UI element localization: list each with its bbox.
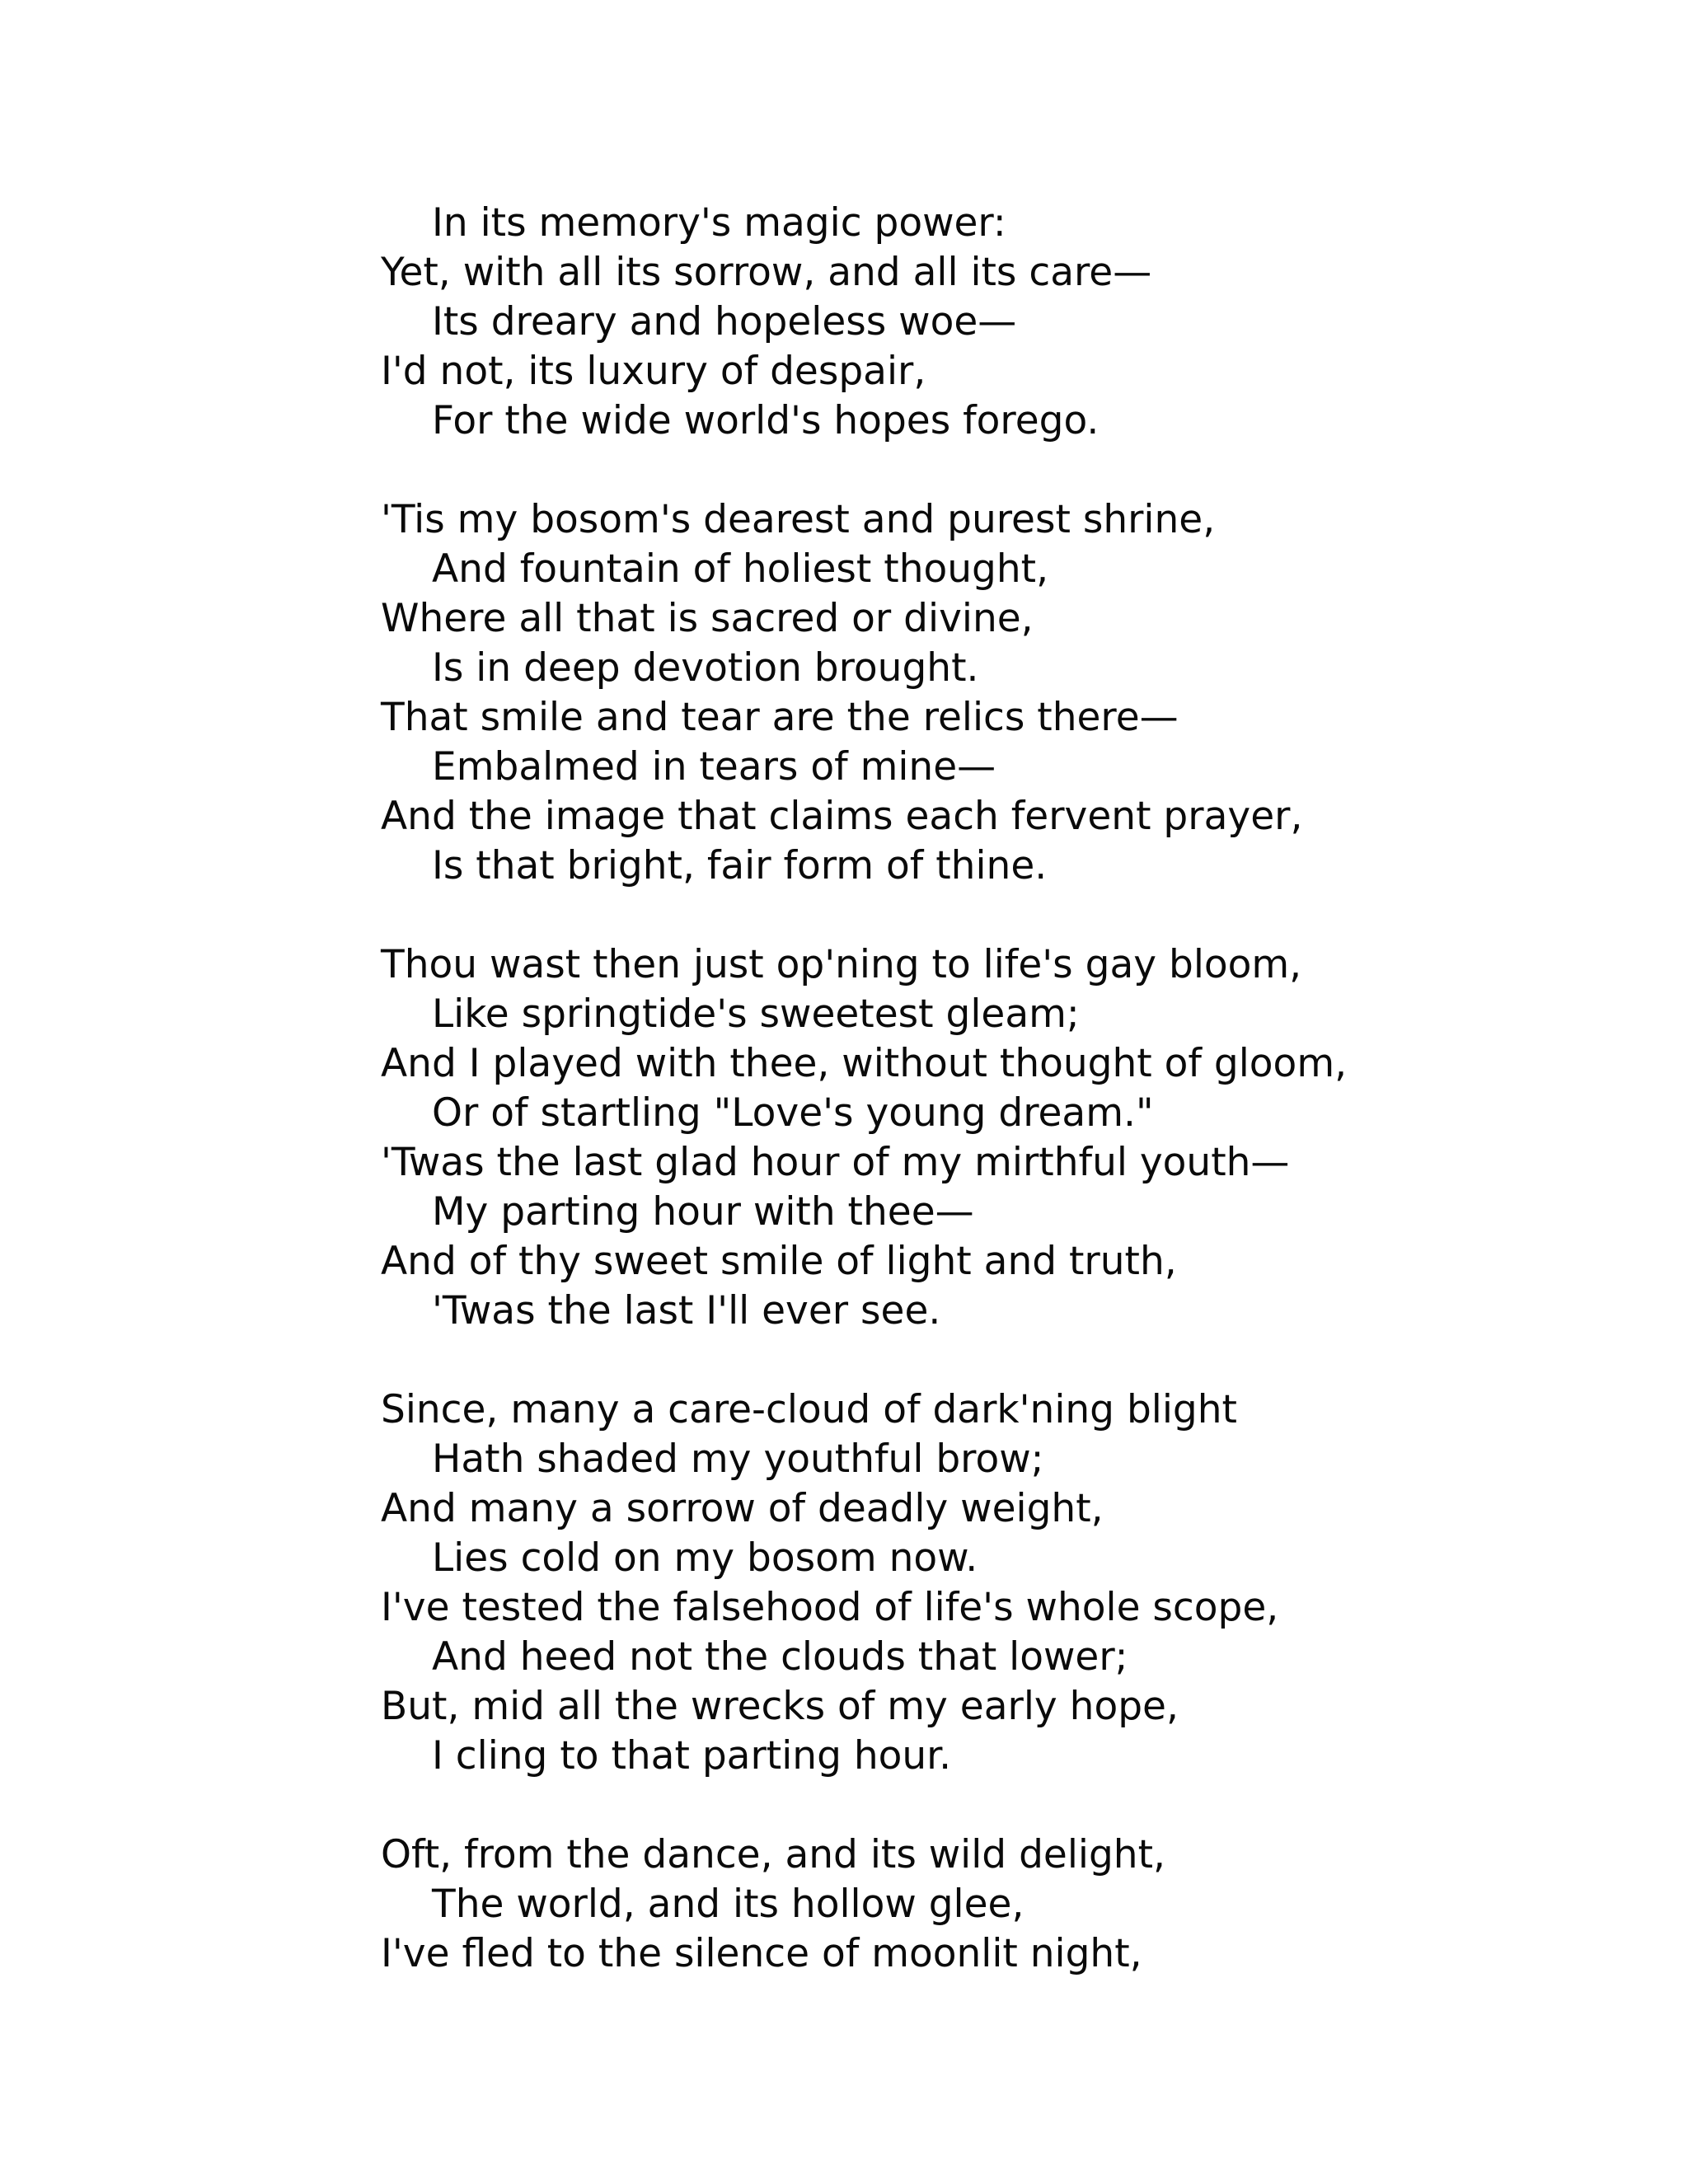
poem-line: I'd not, its luxury of despair, — [381, 349, 926, 394]
poem-line: Is in deep devotion brought. — [432, 645, 979, 691]
poem-line: I've fled to the silence of moonlit night, — [381, 1931, 1142, 1976]
poem-line: Is that bright, fair form of thine. — [432, 843, 1048, 888]
poem-line: But, mid all the wrecks of my early hope, — [381, 1684, 1179, 1729]
poem-line: And many a sorrow of deadly weight, — [381, 1486, 1104, 1531]
poem-line: The world, and its hollow glee, — [432, 1882, 1025, 1927]
poem-line: Hath shaded my youthful brow; — [432, 1436, 1044, 1482]
poem-line: 'Twas the last I'll ever see. — [432, 1288, 941, 1333]
poem-line: And fountain of holiest thought, — [432, 546, 1049, 592]
poem-line: Its dreary and hopeless woe— — [432, 299, 1017, 344]
poem-line: Since, many a care-cloud of dark'ning blight — [381, 1387, 1237, 1432]
poem-line: And the image that claims each fervent prayer, — [381, 794, 1303, 839]
poem-line: Lies cold on my bosom now. — [432, 1535, 978, 1581]
poem-line: That smile and tear are the relics there— — [381, 695, 1179, 740]
poem-stanza — [381, 199, 1576, 446]
poem-line: I cling to that parting hour. — [432, 1733, 952, 1779]
poem-line: I've tested the falsehood of life's whole scope, — [381, 1585, 1279, 1630]
poem-line: Oft, from the dance, and its wild delight, — [381, 1832, 1165, 1877]
poem-stanza — [381, 495, 1576, 891]
poem-line: And I played with thee, without thought of gloom, — [381, 1041, 1348, 1086]
poem-line: Yet, with all its sorrow, and all its care— — [381, 250, 1152, 295]
poem-line: Or of startling "Love's young dream." — [432, 1090, 1154, 1136]
poem-line: Where all that is sacred or divine, — [381, 596, 1034, 641]
poem-line: In its memory's magic power: — [432, 200, 1006, 246]
poem-stanza — [381, 1385, 1576, 1781]
poem-line: And heed not the clouds that lower; — [432, 1634, 1128, 1680]
poem-line: 'Tis my bosom's dearest and purest shrine, — [381, 497, 1216, 542]
poem-stanza — [381, 1830, 1576, 1979]
poem-body — [381, 199, 1576, 2028]
poem-line: And of thy sweet smile of light and truth, — [381, 1239, 1177, 1284]
poem-line: Like springtide's sweetest gleam; — [432, 991, 1080, 1037]
poem-line: For the wide world's hopes forego. — [432, 398, 1100, 443]
poem-stanza — [381, 940, 1576, 1336]
poem-line: 'Twas the last glad hour of my mirthful youth— — [381, 1140, 1290, 1185]
poem-line: My parting hour with thee— — [432, 1189, 974, 1235]
poem-line: Embalmed in tears of mine— — [432, 744, 996, 790]
poem-line: Thou wast then just op'ning to life's gay bloom, — [381, 942, 1302, 987]
